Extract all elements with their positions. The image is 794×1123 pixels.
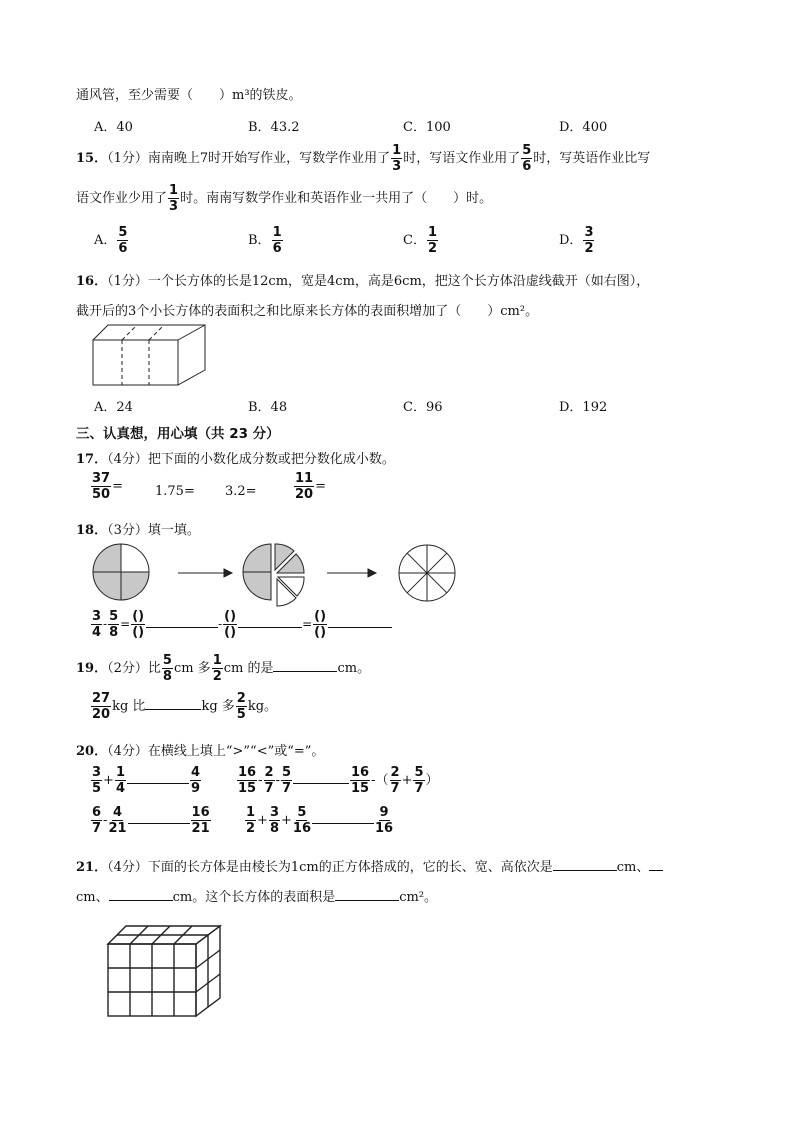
q18-answer-2[interactable]: $\frac{()}{()}$	[224, 609, 237, 640]
q16-line1: 16．（1分）一个长方体的长是12cm，宽是4cm，高是6cm，把这个长方体沿虚线截开（如右图），	[76, 274, 650, 289]
circle-eighths-empty	[399, 545, 455, 601]
q20-expr-2: $\frac{16}{15}$ - $\frac{2}{7}$ - $\frac{5}{7}$ $\frac{16}{15}$ -（ $\frac{2}{7}$ + $\frac{5}{7}$ ）	[238, 765, 439, 796]
q21-line1: 21．（4分）下面的长方体是由棱长为1cm的正方体搭成的，它的长、宽、高依次是 cm、	[76, 856, 663, 875]
q15-fraction-2: $\frac{5}{6}$	[522, 143, 532, 174]
q17-item-1: $\frac{37}{50}$ =	[92, 471, 123, 502]
q15-text-4: 语文作业少用了	[76, 191, 168, 206]
cuboid-figure	[92, 324, 207, 386]
q20-blank-1[interactable]	[127, 783, 189, 784]
q14-option-a[interactable]: A．40	[94, 120, 133, 135]
cuboid-front-face	[93, 340, 178, 385]
q15-text-5: 时。南南写数学作业和英语作业一共用了（ ）时。	[180, 191, 493, 206]
q20-blank-4[interactable]	[312, 823, 374, 824]
q18-blank-1[interactable]	[146, 627, 218, 628]
q18-answer-1[interactable]: $\frac{()}{()}$	[132, 609, 145, 640]
q18-fraction-a: $\frac{3}{4}$	[92, 609, 102, 640]
q18-equation: $\frac{3}{4}$ - $\frac{5}{8}$ = $\frac{()}{()}$ - $\frac{()}{()}$ = $\frac{()}{()}$	[90, 610, 392, 639]
q20-expr-3: $\frac{6}{7}$ - $\frac{4}{21}$ $\frac{16}{21}$	[92, 805, 210, 836]
q19-line2: $\frac{27}{20}$ kg 比 kg 多 $\frac{2}{5}$ kg。	[92, 691, 278, 722]
q21-blank-area[interactable]	[335, 900, 399, 901]
q15-option-d[interactable]: D． $\frac{3}{2}$	[559, 225, 594, 256]
q21-blank-width-part[interactable]	[649, 870, 663, 871]
q20-expr-4: $\frac{1}{2}$ + $\frac{3}{8}$ + $\frac{5}{16}$ $\frac{9}{16}$	[246, 805, 394, 836]
q18-line: 18．（3分）填一填。	[76, 523, 200, 538]
q17-item-3: 3.2=	[225, 484, 257, 499]
q14-text: 通风管，至少需要（ ）m³的铁皮。	[76, 88, 302, 103]
cut-line-top-1	[122, 325, 137, 340]
q16-option-b[interactable]: B．48	[248, 400, 288, 415]
q15-fraction-3: $\frac{1}{3}$	[169, 183, 179, 214]
q20-line: 20．（4分）在横线上填上“>”“<”或“=”。	[76, 744, 325, 759]
q15-option-c[interactable]: C． $\frac{1}{2}$	[403, 225, 437, 256]
q17-line: 17．（4分）把下面的小数化成分数或把分数化成小数。	[76, 452, 395, 467]
q15-option-a[interactable]: A． $\frac{5}{6}$	[94, 225, 128, 256]
cut-line-top-2	[149, 325, 164, 340]
circle-eighths-split	[243, 544, 304, 606]
q19-blank-2[interactable]	[145, 709, 201, 710]
q21-blank-length[interactable]	[553, 870, 617, 871]
q20-blank-3[interactable]	[128, 823, 190, 824]
q15-score: （1分）	[107, 151, 148, 166]
q21-line2: cm、 cm。这个长方体的表面积是 cm²。	[76, 890, 438, 905]
q18-blank-2[interactable]	[238, 627, 302, 628]
arrow-2	[327, 569, 376, 577]
q17-item-4: $\frac{11}{20}$ =	[295, 471, 326, 502]
arrow-1	[178, 569, 232, 577]
cube-stack-figure	[100, 920, 226, 1020]
q16-option-a[interactable]: A．24	[94, 400, 133, 415]
q19-line1: 19．（2分）比 $\frac{5}{8}$ cm 多 $\frac{1}{2}$ cm 的是 cm。	[76, 653, 371, 684]
q15-text-2: 时，写语文作业用了	[403, 151, 521, 166]
q20-expr-1: $\frac{3}{5}$ + $\frac{1}{4}$ $\frac{4}{9}$	[92, 765, 201, 796]
q15-line1	[76, 144, 650, 173]
section-3-title: 三、认真想，用心填（共 23 分）	[76, 426, 280, 442]
q15-fraction-1: $\frac{1}{3}$	[392, 143, 402, 174]
q14-option-d[interactable]: D．400	[559, 120, 608, 135]
q15-option-b[interactable]: B． $\frac{1}{6}$	[248, 225, 282, 256]
q15-text-3: 时，写英语作业比写	[533, 151, 651, 166]
q21-blank-height[interactable]	[109, 900, 173, 901]
q17-item-2: 1.75=	[155, 484, 195, 499]
q15-text-1: 南南晚上7时开始写作业，写数学作业用了	[147, 151, 391, 166]
q18-figure	[92, 542, 462, 608]
q16-line2: 截开后的3个小长方体的表面积之和比原来长方体的表面积增加了（ ）cm²。	[76, 304, 539, 319]
q18-answer-3[interactable]: $\frac{()}{()}$	[314, 609, 327, 640]
cuboid-top-right-edge	[178, 325, 205, 340]
q14-option-b[interactable]: B．43.2	[248, 120, 300, 135]
q15-line2	[76, 184, 492, 213]
q16-option-d[interactable]: D．192	[559, 400, 608, 415]
q20-blank-2[interactable]	[293, 783, 349, 784]
q18-blank-3[interactable]	[328, 627, 392, 628]
q14-option-c[interactable]: C．100	[403, 120, 451, 135]
circle-quarters	[93, 544, 149, 600]
q16-option-c[interactable]: C．96	[403, 400, 443, 415]
q18-fraction-b: $\frac{5}{8}$	[109, 609, 119, 640]
q19-blank-1[interactable]	[273, 671, 337, 672]
q15-number: 15．	[76, 151, 108, 166]
